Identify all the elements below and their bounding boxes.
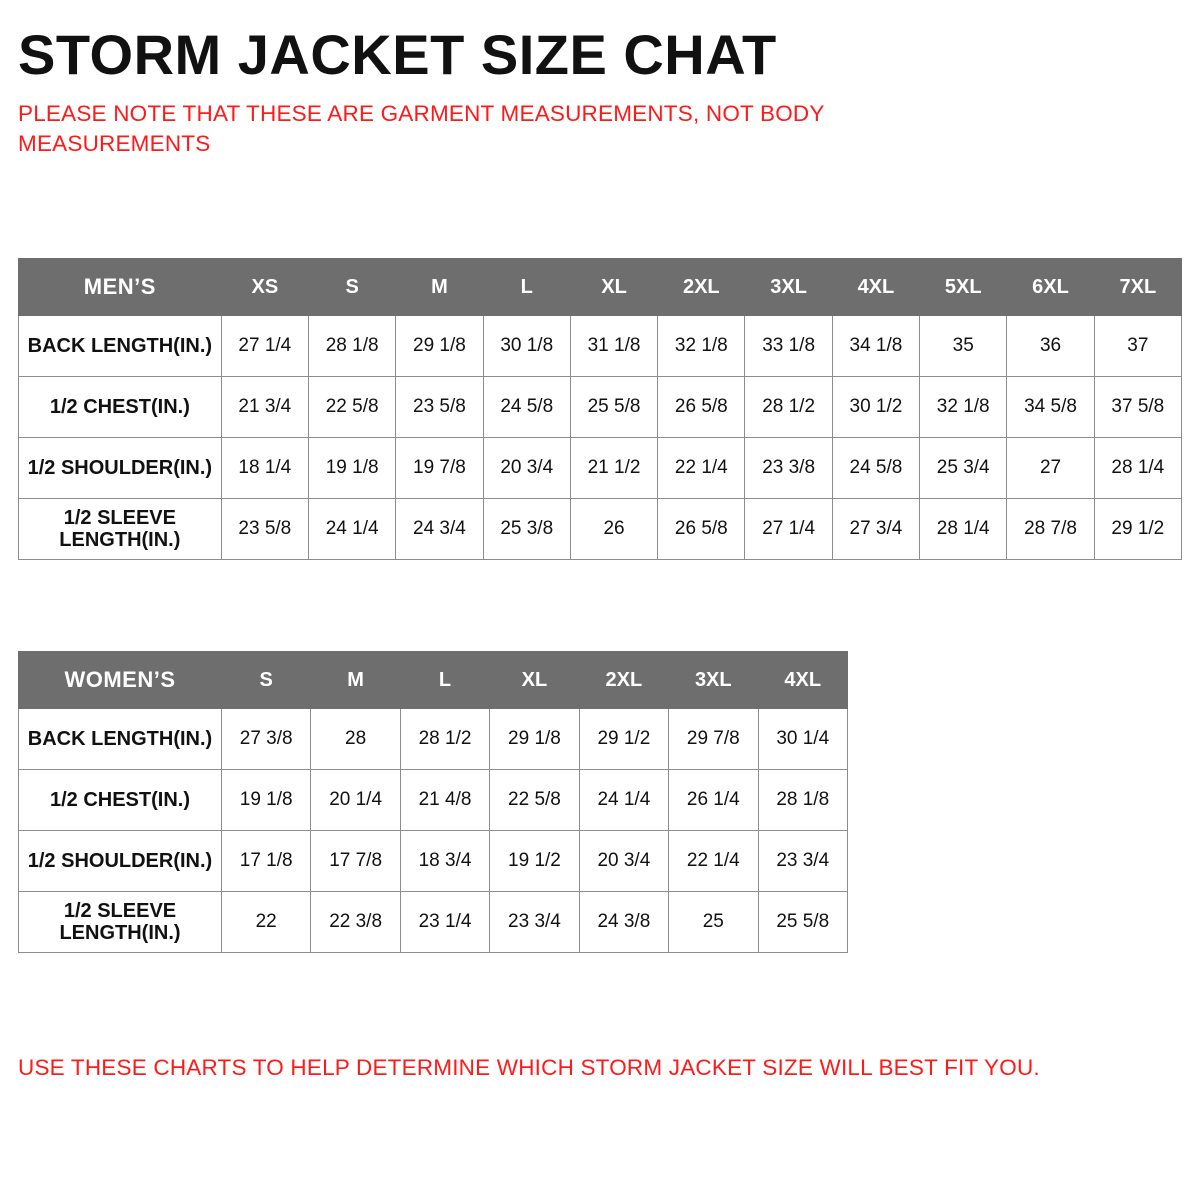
measurement-value: 33 1/8 [745, 316, 832, 377]
measurement-value: 30 1/4 [758, 709, 848, 770]
mens-size-table [18, 258, 1182, 560]
measurement-value: 28 7/8 [1007, 499, 1094, 560]
womens-size-2xl: 2XL [579, 652, 668, 709]
mens-size-7xl: 7XL [1094, 259, 1181, 316]
mens-size-5xl: 5XL [920, 259, 1007, 316]
measurement-value: 36 [1007, 316, 1094, 377]
measurement-value: 23 5/8 [396, 377, 483, 438]
measurement-label: 1/2 SLEEVE LENGTH(IN.) [19, 892, 222, 953]
measurement-label: 1/2 CHEST(IN.) [19, 377, 222, 438]
measurement-value: 34 1/8 [832, 316, 919, 377]
womens-size-table [18, 651, 848, 953]
measurement-value: 34 5/8 [1007, 377, 1094, 438]
measurement-value: 25 5/8 [570, 377, 657, 438]
womens-table-body [19, 709, 848, 953]
measurement-value: 27 3/8 [221, 709, 310, 770]
measurement-value: 23 5/8 [221, 499, 308, 560]
mens-size-2xl: 2XL [658, 259, 745, 316]
mens-size-table-block [18, 258, 1182, 560]
mens-table-header [19, 259, 1182, 316]
womens-header-row [19, 652, 848, 709]
top-note: PLEASE NOTE THAT THESE ARE GARMENT MEASUREMENTS, NOT BODY MEASUREMENTS [18, 100, 825, 157]
measurement-value: 28 1/2 [400, 709, 489, 770]
measurement-value: 26 [570, 499, 657, 560]
measurement-value: 21 4/8 [400, 770, 489, 831]
mens-size-6xl: 6XL [1007, 259, 1094, 316]
measurement-value: 24 1/4 [308, 499, 395, 560]
measurement-value: 22 1/4 [669, 831, 758, 892]
measurement-value: 22 [221, 892, 310, 953]
measurement-label: 1/2 SHOULDER(IN.) [19, 438, 222, 499]
measurement-value: 29 1/2 [1094, 499, 1181, 560]
mens-header-row [19, 259, 1182, 316]
measurement-value: 27 [1007, 438, 1094, 499]
measurement-value: 19 1/8 [308, 438, 395, 499]
measurement-label: BACK LENGTH(IN.) [19, 709, 222, 770]
measurement-value: 37 5/8 [1094, 377, 1181, 438]
womens-size-xl: XL [490, 652, 579, 709]
measurement-value: 29 1/8 [396, 316, 483, 377]
measurement-value: 27 1/4 [221, 316, 308, 377]
measurement-value: 28 1/8 [758, 770, 848, 831]
womens-table-header [19, 652, 848, 709]
measurement-value: 28 [311, 709, 400, 770]
measurement-value: 24 3/4 [396, 499, 483, 560]
measurement-value: 23 3/8 [745, 438, 832, 499]
womens-size-table-block [18, 651, 848, 953]
measurement-value: 17 7/8 [311, 831, 400, 892]
mens-table-body [19, 316, 1182, 560]
measurement-value: 22 5/8 [308, 377, 395, 438]
measurement-value: 28 1/8 [308, 316, 395, 377]
mens-size-s: S [308, 259, 395, 316]
measurement-label: BACK LENGTH(IN.) [19, 316, 222, 377]
womens-size-3xl: 3XL [669, 652, 758, 709]
measurement-value: 18 3/4 [400, 831, 489, 892]
measurement-value: 18 1/4 [221, 438, 308, 499]
measurement-value: 24 5/8 [832, 438, 919, 499]
table-row [19, 831, 848, 892]
measurement-value: 29 1/2 [579, 709, 668, 770]
measurement-value: 37 [1094, 316, 1181, 377]
table-row [19, 377, 1182, 438]
measurement-value: 20 1/4 [311, 770, 400, 831]
womens-corner-label: WOMEN’S [19, 652, 222, 709]
table-row [19, 316, 1182, 377]
measurement-value: 30 1/2 [832, 377, 919, 438]
page-title: STORM JACKET SIZE CHAT [18, 23, 777, 86]
table-row [19, 709, 848, 770]
womens-size-m: M [311, 652, 400, 709]
measurement-value: 23 3/4 [490, 892, 579, 953]
measurement-value: 19 1/8 [221, 770, 310, 831]
mens-size-xs: XS [221, 259, 308, 316]
measurement-value: 24 5/8 [483, 377, 570, 438]
measurement-value: 25 [669, 892, 758, 953]
mens-size-xl: XL [570, 259, 657, 316]
table-row [19, 892, 848, 953]
mens-size-3xl: 3XL [745, 259, 832, 316]
mens-size-m: M [396, 259, 483, 316]
measurement-value: 26 1/4 [669, 770, 758, 831]
womens-size-l: L [400, 652, 489, 709]
table-row [19, 438, 1182, 499]
measurement-label: 1/2 SLEEVE LENGTH(IN.) [19, 499, 222, 560]
bottom-note: USE THESE CHARTS TO HELP DETERMINE WHICH STORM JACKET SIZE WILL BEST FIT YOU. [18, 1055, 1040, 1080]
measurement-value: 24 3/8 [579, 892, 668, 953]
measurement-value: 23 1/4 [400, 892, 489, 953]
table-row [19, 770, 848, 831]
measurement-value: 29 7/8 [669, 709, 758, 770]
measurement-value: 22 1/4 [658, 438, 745, 499]
measurement-value: 19 7/8 [396, 438, 483, 499]
table-row [19, 499, 1182, 560]
measurement-value: 32 1/8 [658, 316, 745, 377]
measurement-value: 27 1/4 [745, 499, 832, 560]
measurement-label: 1/2 CHEST(IN.) [19, 770, 222, 831]
measurement-value: 19 1/2 [490, 831, 579, 892]
measurement-value: 26 5/8 [658, 499, 745, 560]
measurement-value: 25 3/8 [483, 499, 570, 560]
measurement-value: 29 1/8 [490, 709, 579, 770]
measurement-value: 20 3/4 [483, 438, 570, 499]
womens-size-s: S [221, 652, 310, 709]
measurement-value: 21 3/4 [221, 377, 308, 438]
measurement-value: 31 1/8 [570, 316, 657, 377]
measurement-value: 21 1/2 [570, 438, 657, 499]
measurement-label: 1/2 SHOULDER(IN.) [19, 831, 222, 892]
mens-corner-label: MEN’S [19, 259, 222, 316]
measurement-value: 23 3/4 [758, 831, 848, 892]
mens-size-l: L [483, 259, 570, 316]
measurement-value: 25 5/8 [758, 892, 848, 953]
measurement-value: 35 [920, 316, 1007, 377]
measurement-value: 30 1/8 [483, 316, 570, 377]
measurement-value: 25 3/4 [920, 438, 1007, 499]
womens-size-4xl: 4XL [758, 652, 848, 709]
measurement-value: 27 3/4 [832, 499, 919, 560]
measurement-value: 22 5/8 [490, 770, 579, 831]
measurement-value: 24 1/4 [579, 770, 668, 831]
measurement-value: 32 1/8 [920, 377, 1007, 438]
measurement-value: 28 1/2 [745, 377, 832, 438]
mens-size-4xl: 4XL [832, 259, 919, 316]
measurement-value: 26 5/8 [658, 377, 745, 438]
measurement-value: 20 3/4 [579, 831, 668, 892]
measurement-value: 17 1/8 [221, 831, 310, 892]
measurement-value: 22 3/8 [311, 892, 400, 953]
measurement-value: 28 1/4 [920, 499, 1007, 560]
measurement-value: 28 1/4 [1094, 438, 1181, 499]
